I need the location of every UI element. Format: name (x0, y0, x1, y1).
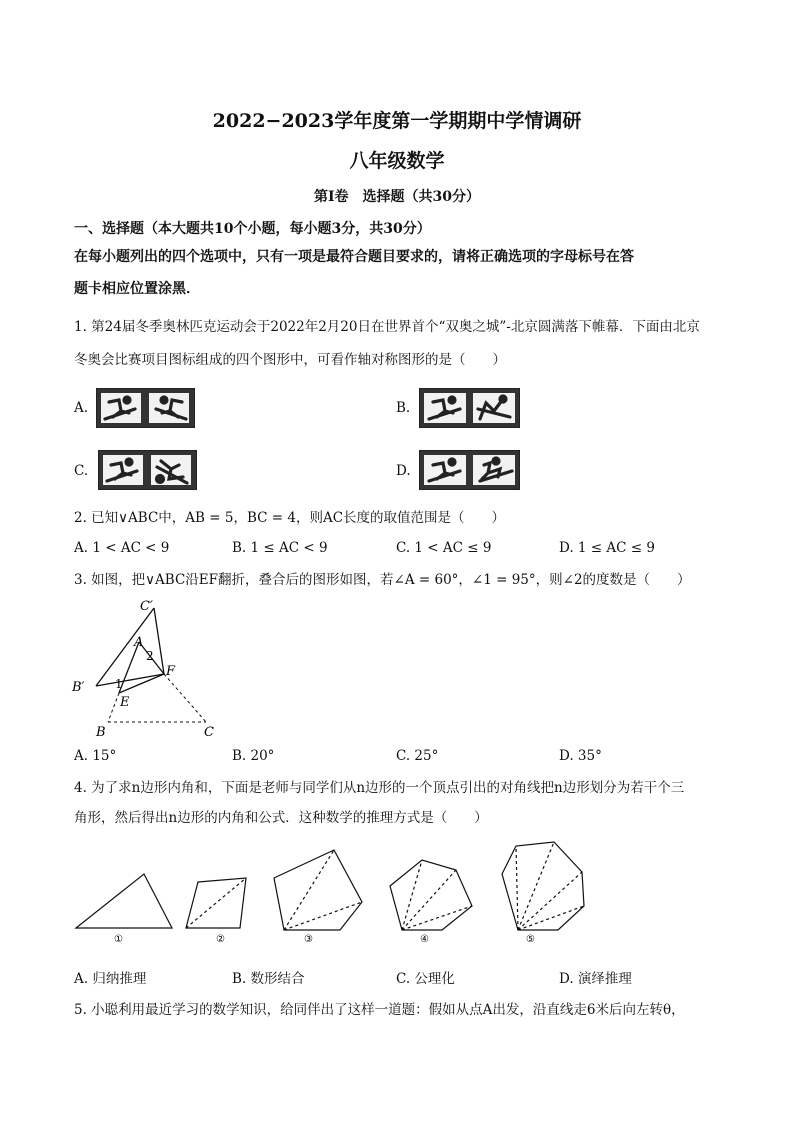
q1-option-c-label: C. (74, 463, 89, 479)
q1-option-a-pictogram (96, 388, 195, 428)
q4-option-b: B. 数形结合 (232, 971, 305, 987)
q3-option-d: D. 35° (559, 748, 602, 764)
q4-polygon-figures (70, 838, 600, 950)
q4-text-line-1: 4. 为了求n边形内角和，下面是老师与同学们从n边形的一个顶点引出的对角线把n边形划分为若干个三 (74, 780, 685, 796)
label-f: F (166, 664, 176, 679)
q1-text-line-2: 冬奥会比赛项目图标组成的四个图形中，可看作轴对称图形的是（ ） (74, 352, 506, 368)
q2-option-a: A. 1 < AC < 9 (74, 540, 170, 556)
q5-text: 5. 小聪利用最近学习的数学知识，给同伴出了这样一道题：假如从点A出发，沿直线走6米后向左转θ， (74, 1002, 685, 1018)
fig-label-2: ② (216, 934, 225, 945)
label-c-prime: C′ (140, 599, 153, 614)
q1-option-b-pictogram (419, 388, 520, 428)
part-heading: 第Ⅰ卷 选择题（共30分） (313, 189, 481, 205)
q3-triangle-figure (70, 594, 230, 744)
q1-option-c-pictogram (98, 450, 197, 490)
q1-option-d-label: D. (396, 463, 411, 479)
q2-option-c: C. 1 < AC ≤ 9 (396, 540, 492, 556)
section-heading: 一、选择题（本大题共10个小题，每小题3分，共30分） (74, 221, 431, 237)
exam-subtitle: 八年级数学 (349, 150, 445, 172)
q4-option-c: C. 公理化 (396, 971, 455, 987)
instruction-line-1: 在每小题列出的四个选项中，只有一项是最符合题目要求的，请将正确选项的字母标号在答 (74, 249, 634, 265)
q1-option-b-label: B. (396, 400, 411, 416)
fig-label-1: ① (114, 934, 123, 945)
q3-option-a: A. 15° (74, 748, 117, 764)
fig-label-5: ⑤ (526, 934, 535, 945)
q3-option-b: B. 20° (232, 748, 275, 764)
label-a: A (134, 635, 144, 650)
instruction-line-2: 题卡相应位置涂黑． (74, 281, 200, 297)
label-c: C (204, 725, 214, 740)
label-b-prime: B′ (72, 680, 85, 695)
q1-option-d-pictogram (419, 450, 520, 490)
label-angle-2: 2 (146, 649, 154, 663)
fig-label-4: ④ (420, 934, 429, 945)
q4-text-line-2: 角形，然后得出n边形的内角和公式．这种数学的推理方式是（ ） (74, 810, 488, 826)
q2-option-b: B. 1 ≤ AC < 9 (232, 540, 328, 556)
label-b: B (96, 725, 106, 740)
q1-option-a-label: A. (74, 400, 89, 416)
q2-text: 2. 已知∨ABC中，AB = 5，BC = 4，则AC长度的取值范围是（ ） (74, 510, 506, 526)
q1-text-line-1: 1. 第24届冬季奥林匹克运动会于2022年2月20日在世界首个“双奥之城”-北京圆满落下帷幕．下面由北京 (74, 319, 700, 335)
exam-title: 2022−2023学年度第一学期期中学情调研 (212, 110, 582, 132)
q2-option-d: D. 1 ≤ AC ≤ 9 (559, 540, 655, 556)
q3-text: 3. 如图，把∨ABC沿EF翻折，叠合后的图形如图，若∠A = 60°，∠1 = 95°，则∠2的度数是（ ） (74, 572, 691, 588)
label-angle-1: 1 (115, 677, 123, 691)
fig-label-3: ③ (304, 934, 313, 945)
label-e: E (120, 695, 130, 710)
q4-option-d: D. 演绎推理 (559, 971, 632, 987)
q3-option-c: C. 25° (396, 748, 439, 764)
q4-option-a: A. 归纳推理 (74, 971, 147, 987)
